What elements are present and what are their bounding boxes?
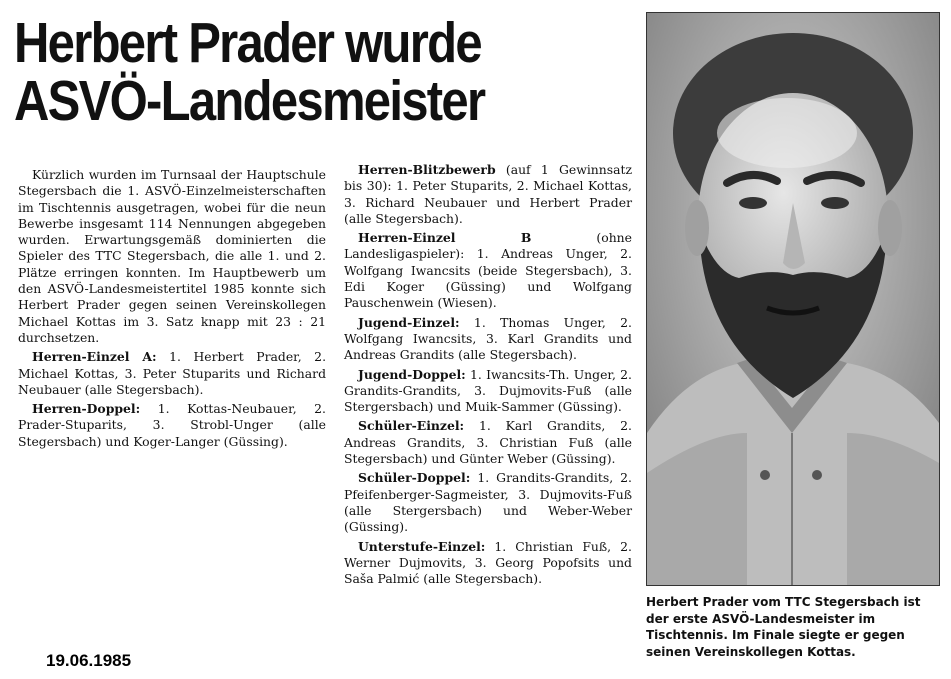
publication-date: 19.06.1985	[46, 651, 132, 670]
photo-caption: Herbert Prader vom TTC Stegersbach ist der erste ASVÖ-Landesmeister im Tischtennis. Im Finale siegte er gegen seinen Vereinskollegen Kottas.	[646, 595, 921, 659]
result-text: 1. Herbert Prader, 2. Michael Kottas, 3. Peter Stuparits und Richard Neubauer (alle Stegersbach).	[18, 349, 327, 397]
result-title: Jugend-Einzel:	[358, 314, 460, 330]
headline-line-1: Herbert Prader wurde	[14, 11, 481, 75]
result-entry	[18, 349, 326, 398]
headline-line-2: ASVÖ-Landesmeister	[14, 69, 485, 133]
result-title: Herren-Blitzbewerb	[358, 162, 496, 177]
portrait-photo-drawing	[647, 13, 939, 585]
result-entry	[344, 367, 632, 416]
result-entry	[344, 230, 632, 311]
result-title: Jugend-Doppel:	[358, 366, 466, 382]
result-text: 1. Iwancsits-Th. Unger, 2. Grandits-Grandits, 3. Dujmovits-Fuß (alle Stergersbach) und Muik-Sammer (Güssing).	[344, 366, 632, 415]
portrait-photo	[646, 12, 940, 586]
result-title: Herren-Einzel B	[358, 230, 532, 246]
article-column-2	[344, 162, 632, 590]
result-entry	[344, 418, 632, 467]
result-text: 1. Thomas Unger, 2. Wolfgang Iwancsits, 3. Karl Grandits und Andreas Grandits (alle Stegersbach).	[344, 314, 632, 363]
result-title: Schüler-Einzel:	[358, 418, 465, 434]
result-text: 1. Kottas-Neubauer, 2. Prader-Stuparits, 3. Strobl-Unger (alle Stegersbach) und Koger-Langer (Güssing).	[18, 401, 326, 449]
result-entry	[18, 401, 326, 450]
result-title: Schüler-Doppel:	[358, 470, 471, 486]
result-text: (ohne Landesligaspieler): 1. Andreas Unger, 2. Wolfgang Iwancsits (beide Stegersbach), 3. Edi Koger (Güssing) und Wolfgang Pauschenwein (Wiesen).	[344, 230, 632, 311]
result-title: Herren-Einzel A:	[32, 349, 157, 365]
result-text: 1. Christian Fuß, 2. Werner Dujmovits, 3. Georg Popofsits und Saša Palmić (alle Stegersbach).	[344, 538, 632, 587]
headline	[14, 11, 547, 133]
result-entry	[344, 470, 632, 535]
result-entry	[344, 315, 632, 364]
result-text: (auf 1 Gewinnsatz bis 30): 1. Peter Stuparits, 2. Michael Kottas, 3. Richard Neubauer und Herbert Prader (alle Stegersbach).	[344, 162, 632, 226]
article-intro: Kürzlich wurden im Turnsaal der Hauptschule Stegersbach die 1. ASVÖ-Einzelmeisterschaften im Tischtennis ausgetragen, wobei für die neun Bewerbe insgesamt 114 Nennungen abgegeben wurden. Erwartungsgemäß dominierten die Spieler des TTC Stegersbach, die alle 1. und 2. Plätze erringen konnten. Im Hauptbewerb um den ASVÖ-Landesmeistertitel 1985 konnte sich Herbert Prader gegen seinen Vereinskollegen Michael Kottas im 3. Satz knapp mit 23 : 21 durchsetzen.	[18, 167, 326, 345]
result-entry	[344, 162, 632, 227]
result-text: 1. Grandits-Grandits, 2. Pfeifenberger-Sagmeister, 3. Dujmovits-Fuß (alle Stergersbach) und Weber-Weber (Güssing).	[344, 470, 632, 535]
result-title: Herren-Doppel:	[32, 401, 141, 417]
result-text: 1. Karl Grandits, 2. Andreas Grandits, 3. Christian Fuß (alle Stegersbach) und Günter Weber (Güssing).	[344, 418, 632, 467]
article-column-1	[18, 167, 326, 453]
result-entry	[344, 539, 632, 588]
result-title: Unterstufe-Einzel:	[358, 538, 486, 554]
